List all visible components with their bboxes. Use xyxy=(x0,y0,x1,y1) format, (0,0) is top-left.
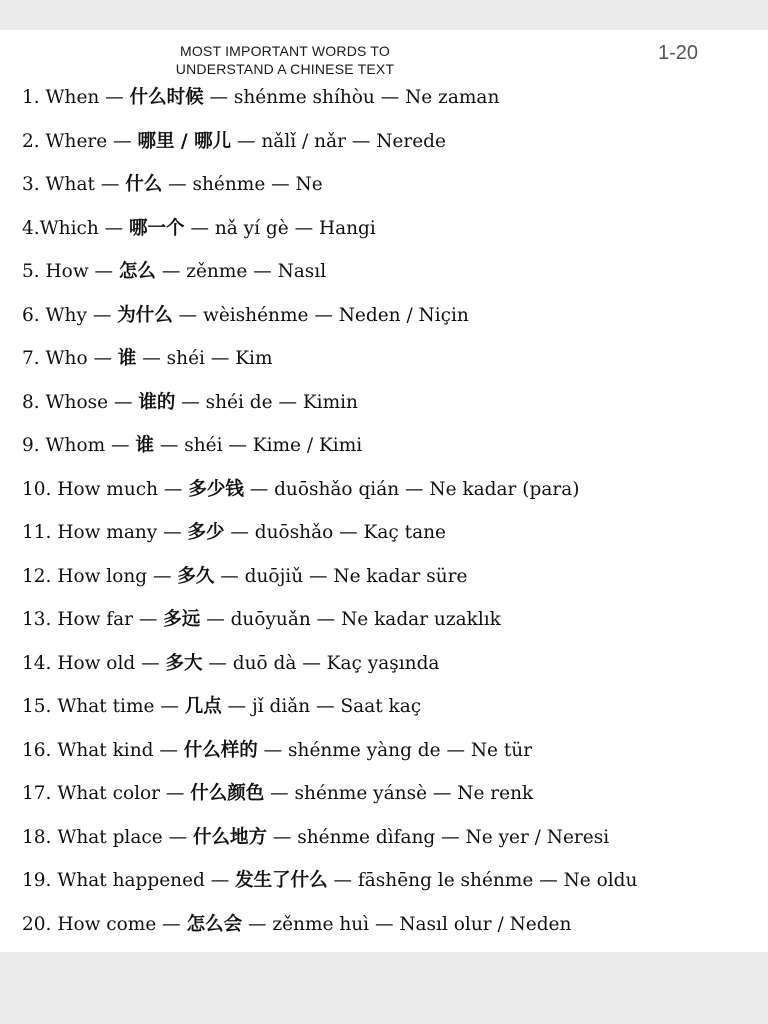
chinese-characters: 什么样的 xyxy=(183,739,258,761)
chinese-characters: 谁 xyxy=(117,348,137,369)
english-word: What color xyxy=(57,783,160,804)
chinese-characters: 什么时候 xyxy=(129,87,204,108)
pinyin: duōshǎo xyxy=(254,522,334,543)
turkish-translation: Kaç yaşında xyxy=(326,652,440,674)
english-word: Who xyxy=(45,348,88,369)
chinese-characters: 怎么会 xyxy=(186,913,243,935)
pinyin: shénme xyxy=(192,174,266,195)
chinese-characters: 什么颜色 xyxy=(190,783,265,804)
english-word: How much xyxy=(57,478,159,500)
vocabulary-list xyxy=(22,82,752,952)
english-word: What place xyxy=(57,826,163,848)
entry-number: 14. xyxy=(22,652,52,674)
turkish-translation: Ne kadar süre xyxy=(333,565,468,587)
english-word: How xyxy=(45,261,89,282)
english-word: How come xyxy=(57,913,157,935)
english-word: How long xyxy=(57,565,148,587)
turkish-translation: Hangi xyxy=(318,217,376,239)
vocab-entry: 6. Why — 为什么 — wèishénme — Neden / Niçin xyxy=(22,304,469,326)
chinese-characters: 谁 xyxy=(135,435,154,456)
vocab-entry: 10. How much — 多少钱 — duōshǎo qián — Ne kadar (para) xyxy=(22,478,580,500)
vocab-entry: 16. What kind — 什么样的 — shénme yàng de — Ne tür xyxy=(22,739,533,761)
entry-number: 10. xyxy=(22,478,52,500)
entry-number: 19. xyxy=(22,870,52,891)
title-line-1: MOST IMPORTANT WORDS TO xyxy=(180,43,390,59)
chinese-characters: 什么 xyxy=(125,174,163,195)
vocab-entry: 2. Where — 哪里 / 哪儿 — nǎlǐ / nǎr — Nerede xyxy=(22,130,446,152)
turkish-translation: Ne yer / Neresi xyxy=(465,826,610,848)
english-word: How old xyxy=(57,652,136,674)
vocab-entry: 15. What time — 几点 — jǐ diǎn — Saat kaç xyxy=(22,696,422,717)
document-page xyxy=(0,30,768,952)
english-word: Whose xyxy=(45,391,109,413)
entry-number: 5. xyxy=(22,261,40,282)
chinese-characters: 几点 xyxy=(184,696,222,717)
pinyin: shéi xyxy=(166,348,205,369)
vocab-entry: 7. Who — 谁 — shéi — Kim xyxy=(22,348,273,369)
pinyin: duōyuǎn xyxy=(230,609,311,630)
english-word: How many xyxy=(57,522,158,543)
turkish-translation: Ne kadar uzaklık xyxy=(341,609,501,630)
turkish-translation: Nasıl xyxy=(277,261,327,282)
pinyin: shénme yàng de xyxy=(288,739,441,761)
pinyin: duōshǎo qián xyxy=(274,478,400,500)
entry-number: 13. xyxy=(22,609,52,630)
pinyin: shénme dìfang xyxy=(297,826,436,848)
range-label: 1-20 xyxy=(658,42,699,64)
entry-number: 2. xyxy=(22,130,40,152)
pinyin: nǎlǐ / nǎr xyxy=(261,130,346,152)
entry-number: 18. xyxy=(22,826,52,848)
vocab-entry: 18. What place — 什么地方 — shénme dìfang — Ne yer / Neresi xyxy=(22,826,610,848)
pinyin: shéi xyxy=(184,435,223,456)
entry-number: 15. xyxy=(22,696,52,717)
turkish-translation: Nasıl olur / Neden xyxy=(399,913,572,935)
pinyin: fāshēng le shénme xyxy=(357,870,534,891)
chinese-characters: 多远 xyxy=(163,609,201,630)
vocab-entry: 13. How far — 多远 — duōyuǎn — Ne kadar uzaklık xyxy=(22,609,501,630)
vocab-entry: 14. How old — 多大 — duō dà — Kaç yaşında xyxy=(22,652,440,674)
turkish-translation: Ne kadar (para) xyxy=(429,478,580,500)
vocab-entry: 12. How long — 多久 — duōjiǔ — Ne kadar süre xyxy=(22,565,468,587)
turkish-translation: Ne tür xyxy=(470,739,533,761)
english-word: Why xyxy=(45,304,87,326)
turkish-translation: Kime / Kimi xyxy=(252,435,363,456)
chinese-characters: 多久 xyxy=(177,565,215,587)
vocab-entry: 8. Whose — 谁的 — shéi de — Kimin xyxy=(22,391,358,413)
english-word: Where xyxy=(45,130,108,152)
vocab-entry: 1. When — 什么时候 — shénme shíhòu — Ne zaman xyxy=(22,87,500,108)
pinyin: shénme yánsè xyxy=(294,783,428,804)
entry-number: 17. xyxy=(22,783,52,804)
pinyin: shéi de xyxy=(205,391,273,413)
entry-number: 7. xyxy=(22,348,40,369)
pinyin: wèishénme xyxy=(202,304,309,326)
vocab-entry: 3. What — 什么 — shénme — Ne xyxy=(22,174,323,195)
chinese-characters: 多少钱 xyxy=(188,478,244,500)
english-word: What happened xyxy=(57,870,205,891)
title-line-2: UNDERSTAND A CHINESE TEXT xyxy=(175,61,395,77)
entry-number: 8. xyxy=(22,391,40,413)
turkish-translation: Neden / Niçin xyxy=(338,304,469,326)
page-title xyxy=(150,42,420,78)
entry-number: 12. xyxy=(22,565,52,587)
entry-number: 16. xyxy=(22,739,52,761)
vocab-entry: 19. What happened — 发生了什么 — fāshēng le shénme — Ne oldu xyxy=(22,870,638,891)
pinyin: duō dà xyxy=(232,652,297,674)
vocab-entry: 17. What color — 什么颜色 — shénme yánsè — Ne renk xyxy=(22,783,534,804)
vocab-entry: 9. Whom — 谁 — shéi — Kime / Kimi xyxy=(22,435,363,456)
chinese-characters: 发生了什么 xyxy=(235,870,328,891)
entry-number: 1. xyxy=(22,87,40,108)
chinese-characters: 谁的 xyxy=(138,391,176,413)
chinese-characters: 哪里 / 哪儿 xyxy=(137,130,232,152)
chinese-characters: 什么地方 xyxy=(192,826,267,848)
pinyin: nǎ yí gè xyxy=(214,217,289,239)
pinyin: duōjiǔ xyxy=(244,565,304,587)
english-word: What xyxy=(45,174,95,195)
turkish-translation: Kim xyxy=(235,348,273,369)
turkish-translation: Kaç tane xyxy=(363,522,446,543)
pinyin: zěnme xyxy=(186,261,248,282)
entry-number: 3. xyxy=(22,174,40,195)
turkish-translation: Ne zaman xyxy=(405,87,500,108)
turkish-translation: Ne renk xyxy=(457,783,534,804)
entry-number: 20. xyxy=(22,913,52,935)
entry-number: 6. xyxy=(22,304,40,326)
pinyin: jǐ diǎn xyxy=(251,696,311,717)
chinese-characters: 哪一个 xyxy=(129,217,185,239)
english-word: What time xyxy=(57,696,155,717)
english-word: What kind xyxy=(57,739,154,761)
entry-number: 9. xyxy=(22,435,40,456)
turkish-translation: Saat kaç xyxy=(340,696,422,717)
turkish-translation: Nerede xyxy=(376,130,446,152)
turkish-translation: Ne xyxy=(295,174,323,195)
vocab-entry: 11. How many — 多少 — duōshǎo — Kaç tane xyxy=(22,522,446,543)
chinese-characters: 多大 xyxy=(165,652,203,674)
english-word: Whom xyxy=(45,435,106,456)
turkish-translation: Ne oldu xyxy=(563,870,638,891)
chinese-characters: 为什么 xyxy=(117,304,173,326)
chinese-characters: 怎么 xyxy=(118,261,156,282)
vocab-entry: 4.Which — 哪一个 — nǎ yí gè — Hangi xyxy=(22,217,376,239)
pinyin: zěnme huì xyxy=(272,913,370,935)
vocab-entry: 5. How — 怎么 — zěnme — Nasıl xyxy=(22,261,327,282)
chinese-characters: 多少 xyxy=(187,522,225,543)
entry-number: 4. xyxy=(22,217,40,239)
vocab-entry: 20. How come — 怎么会 — zěnme huì — Nasıl olur / Neden xyxy=(22,913,572,935)
entry-number: 11. xyxy=(22,522,52,543)
english-word: When xyxy=(45,87,100,108)
english-word: How far xyxy=(57,609,134,630)
pinyin: shénme shíhòu xyxy=(233,87,375,108)
turkish-translation: Kimin xyxy=(302,391,358,413)
english-word: Which xyxy=(39,217,99,239)
